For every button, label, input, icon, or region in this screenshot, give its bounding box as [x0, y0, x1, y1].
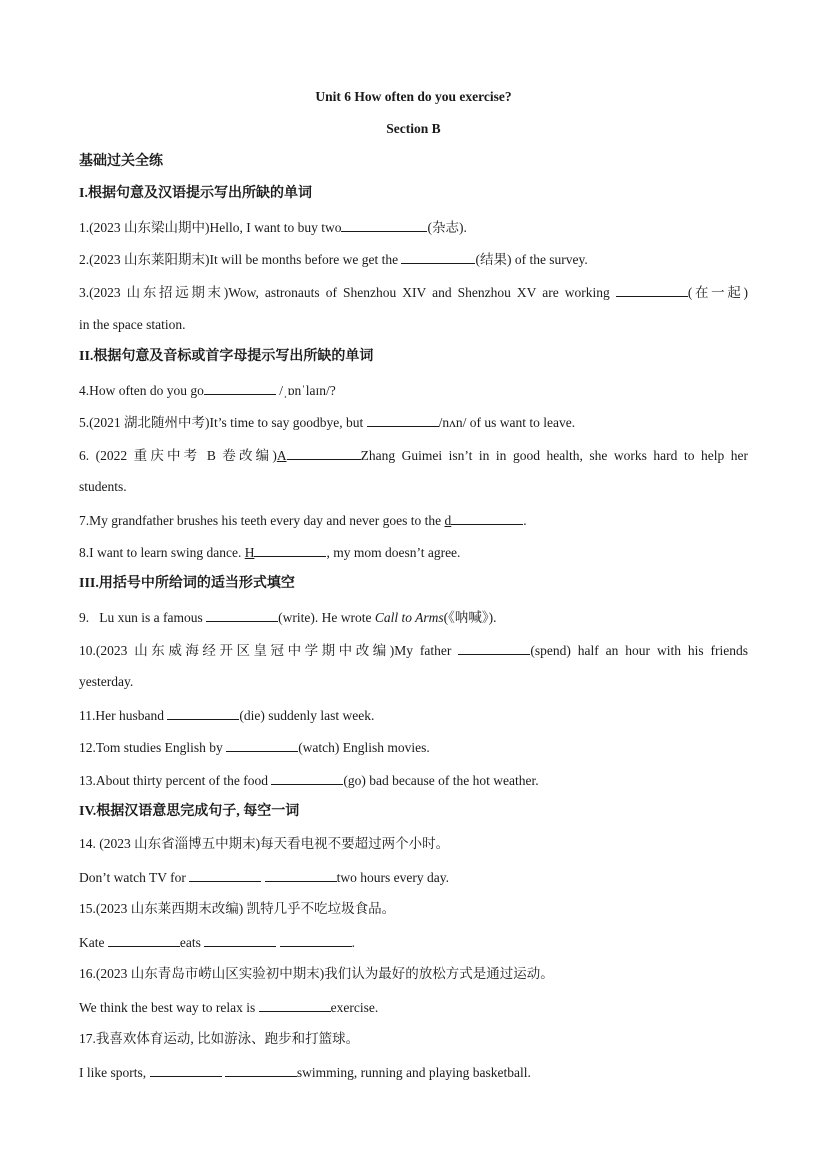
- question-11: 11.Her husband (die) suddenly last week.: [79, 708, 375, 723]
- question-13: 13.About thirty percent of the food (go) bad because of the hot weather.: [79, 773, 539, 788]
- question-6: 6. (2022 重庆中考 B 卷改编)A Zhang Guimei isn’t in in good health, she works hard to help her: [79, 448, 748, 463]
- unit-title: Unit 6 How often do you exercise?: [315, 89, 512, 104]
- question-16-prompt: 16.(2023 山东青岛市崂山区实验初中期末)我们认为最好的放松方式是通过运动。: [79, 966, 554, 981]
- question-1: 1.(2023 山东梁山期中)Hello, I want to buy two (杂志).: [79, 220, 467, 235]
- question-5: 5.(2021 湖北随州中考)It’s time to say goodbye, but /nʌn/ of us want to leave.: [79, 415, 576, 430]
- part1-heading: I.根据句意及汉语提示写出所缺的单词: [79, 186, 312, 201]
- answer-blank[interactable]: [259, 998, 331, 1012]
- answer-blank[interactable]: [204, 933, 276, 947]
- answer-blank[interactable]: [458, 641, 530, 655]
- part3-heading: III.用括号中所给词的适当形式填空: [79, 576, 295, 591]
- part2-heading: II.根据句意及音标或首字母提示写出所缺的单词: [79, 349, 374, 364]
- answer-blank[interactable]: [280, 933, 352, 947]
- part4-heading: IV.根据汉语意思完成句子, 每空一词: [79, 804, 300, 819]
- answer-blank[interactable]: [265, 868, 337, 882]
- practice-title: 基础过关全练: [79, 154, 163, 169]
- answer-blank[interactable]: [150, 1063, 222, 1077]
- section-title: Section B: [386, 121, 441, 136]
- answer-blank[interactable]: [616, 283, 688, 297]
- question-10: 10.(2023 山东威海经开区皇冠中学期中改编)My father (spend) half an hour with his friends: [79, 643, 748, 658]
- question-8: 8.I want to learn swing dance. H , my mom doesn’t agree.: [79, 545, 461, 560]
- answer-blank[interactable]: [254, 543, 326, 557]
- answer-blank[interactable]: [206, 608, 278, 622]
- answer-blank[interactable]: [367, 413, 439, 427]
- question-12: 12.Tom studies English by (watch) English movies.: [79, 740, 430, 755]
- answer-blank[interactable]: [204, 381, 276, 395]
- question-6-cont: students.: [79, 479, 127, 494]
- answer-blank[interactable]: [225, 1063, 297, 1077]
- question-3-cont: in the space station.: [79, 317, 186, 332]
- question-7: 7.My grandfather brushes his teeth every day and never goes to the d .: [79, 513, 527, 528]
- question-9: 9. Lu xun is a famous (write). He wrote Call to Arms(《呐喊》).: [79, 610, 497, 625]
- answer-blank[interactable]: [226, 738, 298, 752]
- question-10-cont: yesterday.: [79, 674, 134, 689]
- question-17: I like sports, swimming, running and playing basketball.: [79, 1065, 531, 1080]
- question-15-prompt: 15.(2023 山东莱西期末改编) 凯特几乎不吃垃圾食品。: [79, 901, 396, 916]
- question-17-prompt: 17.我喜欢体育运动, 比如游泳、跑步和打篮球。: [79, 1031, 360, 1046]
- answer-blank[interactable]: [287, 446, 361, 460]
- question-14: Don’t watch TV for two hours every day.: [79, 870, 449, 885]
- question-14-prompt: 14. (2023 山东省淄博五中期末)每天看电视不要超过两个小时。: [79, 836, 450, 851]
- question-3: 3.(2023 山东招远期末)Wow, astronauts of Shenzhou XIV and Shenzhou XV are working (在一起): [79, 285, 749, 300]
- question-2: 2.(2023 山东莱阳期末)It will be months before we get the (结果) of the survey.: [79, 252, 588, 267]
- answer-blank[interactable]: [167, 706, 239, 720]
- answer-blank[interactable]: [108, 933, 180, 947]
- answer-blank[interactable]: [341, 218, 427, 232]
- question-15: Kate eats .: [79, 935, 355, 950]
- answer-blank[interactable]: [451, 511, 523, 525]
- question-4: 4.How often do you go /ˌɒnˈlaɪn/?: [79, 383, 336, 398]
- answer-blank[interactable]: [271, 771, 343, 785]
- answer-blank[interactable]: [189, 868, 261, 882]
- question-16: We think the best way to relax is exercise.: [79, 1000, 379, 1015]
- answer-blank[interactable]: [401, 250, 475, 264]
